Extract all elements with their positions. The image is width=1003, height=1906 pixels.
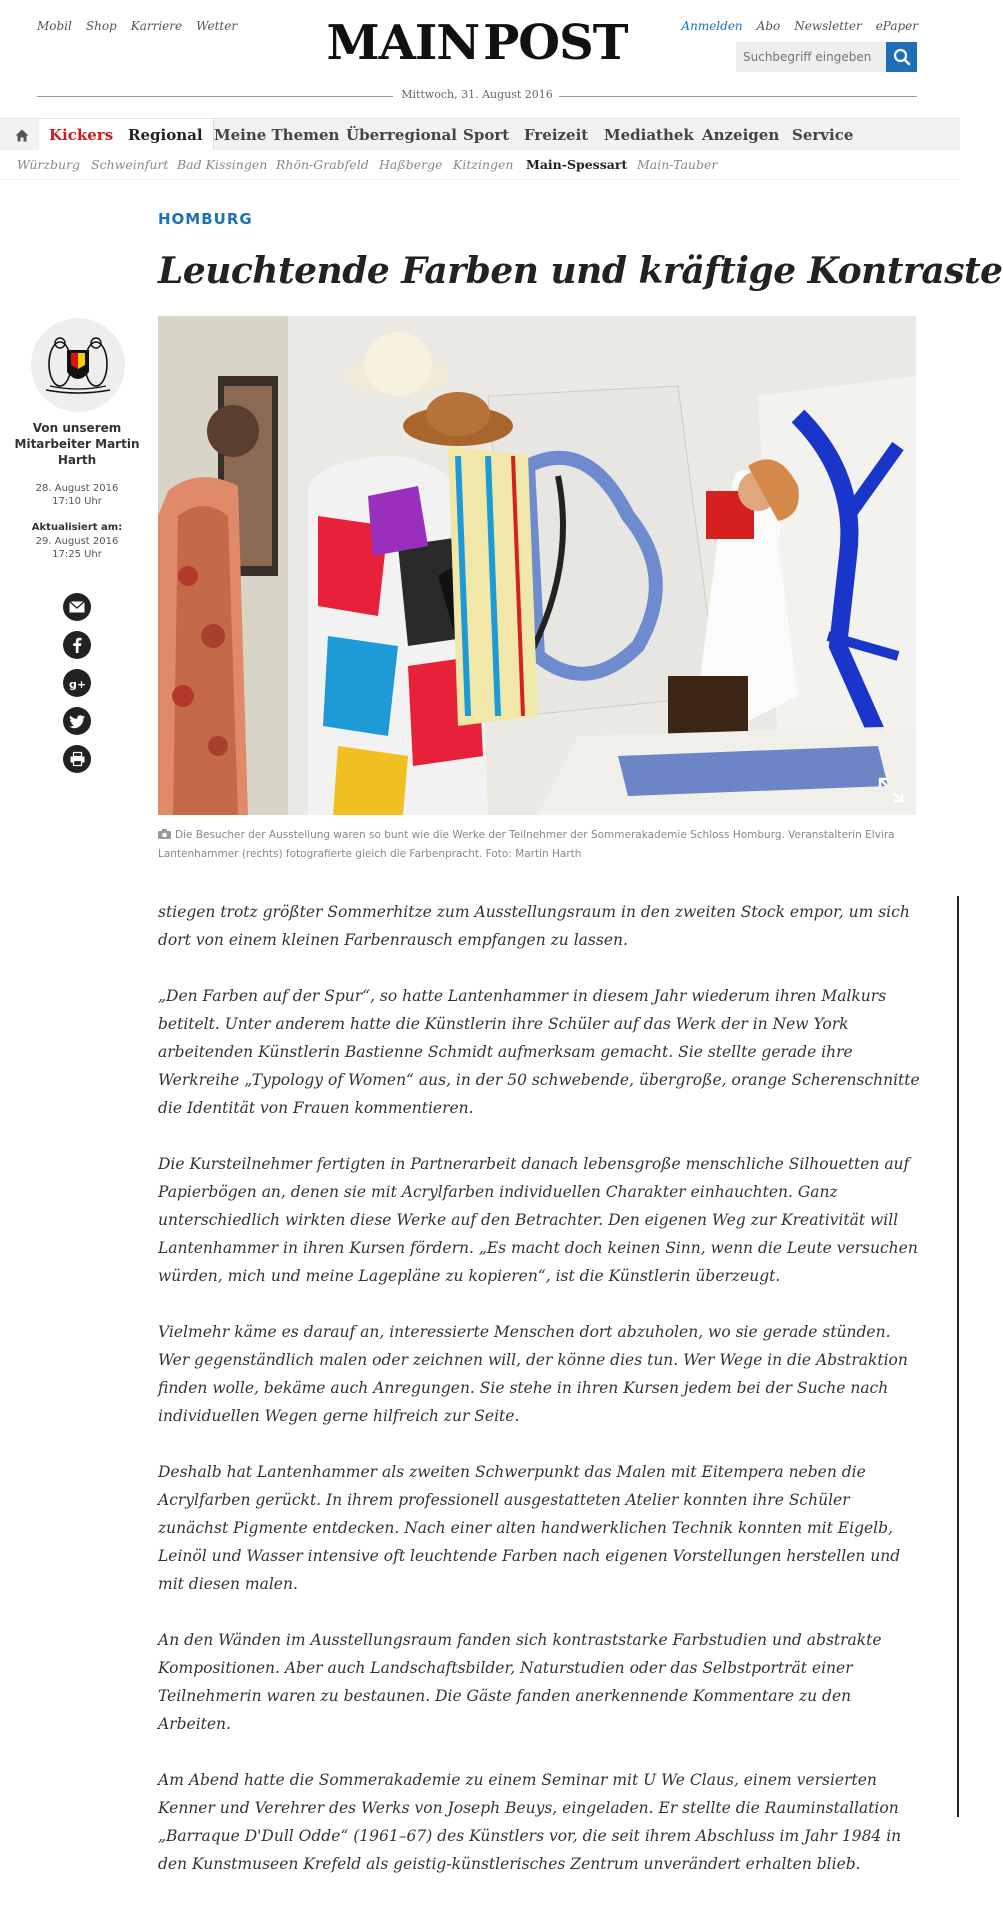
body-paragraph: Deshalb hat Lantenhammer als zweiten Schwerpunkt das Malen mit Eitempera neben die Acrylfarben gerückt. In ihrem professionell ausgestatteten Atelier konnten ihre Schüler zunächst Pigmente entdecken. Nach einer alten handwerklichen Technik konnten mit Eigelb, Leinöl und Wasser intensive oft leuchtende Farben nach eigenen Vorstellungen herstellen und mit diesen malen. <box>158 1463 901 1593</box>
google-plus-icon <box>69 677 86 690</box>
date-divider-right <box>559 96 917 97</box>
expand-icon[interactable] <box>876 775 906 805</box>
updated-time: 17:25 Uhr <box>52 549 102 560</box>
updated-date <box>14 535 140 561</box>
svg-text:g+: g+ <box>68 677 86 691</box>
updated-day: 29. August 2016 <box>35 536 119 547</box>
home-icon <box>15 129 29 142</box>
search-button[interactable] <box>886 42 917 72</box>
nav-freizeit[interactable]: Freizeit <box>524 126 589 144</box>
author-byline: Von unserem Mitarbeiter Martin Harth <box>14 421 140 467</box>
logo-post: POST <box>483 15 628 71</box>
subnav-kitzingen[interactable]: Kitzingen <box>453 157 514 172</box>
author-avatar <box>31 318 125 412</box>
page-edge-line <box>957 896 959 1817</box>
newsletter-link[interactable]: Newsletter <box>794 19 862 33</box>
print-icon <box>70 752 85 766</box>
body-paragraph: Am Abend hatte die Sommerakademie zu einem Seminar mit U We Claus, einem versierten Kenner und Verehrer des Werks von Joseph Beuys, eingeladen. Er stellte die Rauminstallation „Barraque D'Dull Odde“ (1961–67) des Künstlers vor, die seit ihrem Abschluss im Jahr 1984 in den Kunstmuseen Krefeld als geistig-künstlerisches Zentrum unverändert erhalten blieb. <box>158 1771 902 1873</box>
search-box <box>736 42 917 72</box>
nav-anzeigen[interactable]: Anzeigen <box>702 126 780 144</box>
crest-avatar-icon <box>42 334 114 396</box>
camera-icon <box>158 829 171 839</box>
print-button[interactable] <box>63 745 91 773</box>
article-headline: Leuchtende Farben und kräftige Kontraste <box>158 250 1003 292</box>
top-link-shop[interactable]: Shop <box>85 19 117 33</box>
article-body <box>158 898 920 1906</box>
published-day: 28. August 2016 <box>35 483 119 494</box>
body-paragraph: An den Wänden im Ausstellungsraum fanden sich kontraststarke Farbstudien und abstrakte Kompositionen. Aber auch Landschaftsbilder, Naturstudien oder das Selbstporträt einer Teilnehmerin waren zu bestaunen. Die Gäste fanden anerkennende Kommentare zu den Arbeiten. <box>158 1631 882 1733</box>
nav-sport[interactable]: Sport <box>463 126 510 144</box>
top-link-wetter[interactable]: Wetter <box>196 19 238 33</box>
top-links <box>37 19 237 33</box>
regional-subnavigation <box>0 150 960 180</box>
subnav-hassberge[interactable]: Haßberge <box>379 157 443 172</box>
article-kicker[interactable]: HOMBURG <box>158 210 253 228</box>
share-google-plus-button[interactable] <box>63 669 91 697</box>
article-photo[interactable] <box>158 316 916 815</box>
nav-kickers[interactable]: Kickers <box>39 119 123 151</box>
updated-label: Aktualisiert am: <box>31 522 123 533</box>
subnav-main-spessart[interactable]: Main-Spessart <box>526 157 628 172</box>
twitter-icon <box>69 715 85 728</box>
search-icon <box>893 48 911 66</box>
current-date: Mittwoch, 31. August 2016 <box>401 88 553 101</box>
exhibition-photo-illustration <box>158 316 916 815</box>
date-line <box>37 88 917 104</box>
photo-caption <box>158 826 916 864</box>
body-paragraph: Vielmehr käme es darauf an, interessierte Menschen dort abzuholen, wo sie gerade stünden. Wer gegenständlich malen oder zeichnen will, der könne dies tun. Wer Wege in die Abstraktion finden wolle, bekäme auch Anregungen. Sie stehe in ihren Kursen jedem bei der Suche nach individuellen Wegen gerne hilfreich zur Seite. <box>158 1323 908 1425</box>
nav-meine-themen[interactable]: Meine Themen <box>214 126 340 144</box>
published-time: 17:10 Uhr <box>52 496 102 507</box>
site-header <box>0 0 960 110</box>
account-links <box>681 19 918 33</box>
login-link[interactable]: Anmelden <box>681 19 743 33</box>
top-link-mobil[interactable]: Mobil <box>37 19 72 33</box>
nav-service[interactable]: Service <box>792 126 854 144</box>
nav-mediathek[interactable]: Mediathek <box>604 126 694 144</box>
body-paragraph: stiegen trotz größter Sommerhitze zum Ausstellungsraum in den zweiten Stock empor, um sich dort von einem kleinen Farbenrausch empfangen zu lassen. <box>158 903 910 949</box>
share-twitter-button[interactable] <box>63 707 91 735</box>
top-link-karriere[interactable]: Karriere <box>130 19 183 33</box>
caption-text: Die Besucher der Ausstellung waren so bunt wie die Werke der Teilnehmer der Sommerakademie Schloss Homburg. Veranstalterin Elvira Lantenhammer (rechts) fotografierte gleich die Farbenpracht. Foto: Martin Harth <box>158 829 895 860</box>
facebook-icon <box>72 637 82 653</box>
email-icon <box>69 601 85 613</box>
site-logo[interactable] <box>326 15 628 71</box>
nav-home[interactable] <box>8 119 36 151</box>
subnav-rhoen-grabfeld[interactable]: Rhön-Grabfeld <box>276 157 369 172</box>
published-date <box>14 482 140 508</box>
body-paragraph: Die Kursteilnehmer fertigten in Partnerarbeit danach lebensgroße menschliche Silhouetten auf Papierbögen an, denen sie mit Acrylfarben individuellen Charakter einhauchten. Ganz unterschiedlich wirkten diese Werke auf den Betrachter. Den eigenen Weg zur Kreativität will Lantenhammer in ihren Kursen fördern. „Es macht doch keinen Sinn, wenn die Leute versuchen würden, mich und meine Lagepläne zu kopieren“, ist die Künstlerin überzeugt. <box>158 1155 918 1285</box>
search-input[interactable] <box>736 42 886 72</box>
epaper-link[interactable]: ePaper <box>875 19 918 33</box>
body-paragraph: „Den Farben auf der Spur“, so hatte Lantenhammer in diesem Jahr wiederum ihren Malkurs betitelt. Unter anderem hatte die Künstlerin ihre Schüler auf das Werk der in New York arbeitenden Künstlerin Bastienne Schmidt aufmerksam gemacht. Sie stellte gerade ihre Werkreihe „Typology of Women“ aus, in der 50 schwebende, übergroße, orange Scherenschnitte die Identität von Frauen kommentieren. <box>158 987 920 1117</box>
subnav-main-tauber[interactable]: Main-Tauber <box>637 157 718 172</box>
abo-link[interactable]: Abo <box>756 19 781 33</box>
subnav-wuerzburg[interactable]: Würzburg <box>17 157 80 172</box>
subnav-bad-kissingen[interactable]: Bad Kissingen <box>177 157 268 172</box>
share-facebook-button[interactable] <box>63 631 91 659</box>
logo-main: MAIN <box>326 15 480 71</box>
nav-ueberregional[interactable]: Überregional <box>346 126 457 144</box>
subnav-schweinfurt[interactable]: Schweinfurt <box>91 157 169 172</box>
share-email-button[interactable] <box>63 593 91 621</box>
main-navigation <box>0 118 960 150</box>
nav-regional[interactable]: Regional <box>118 119 214 151</box>
